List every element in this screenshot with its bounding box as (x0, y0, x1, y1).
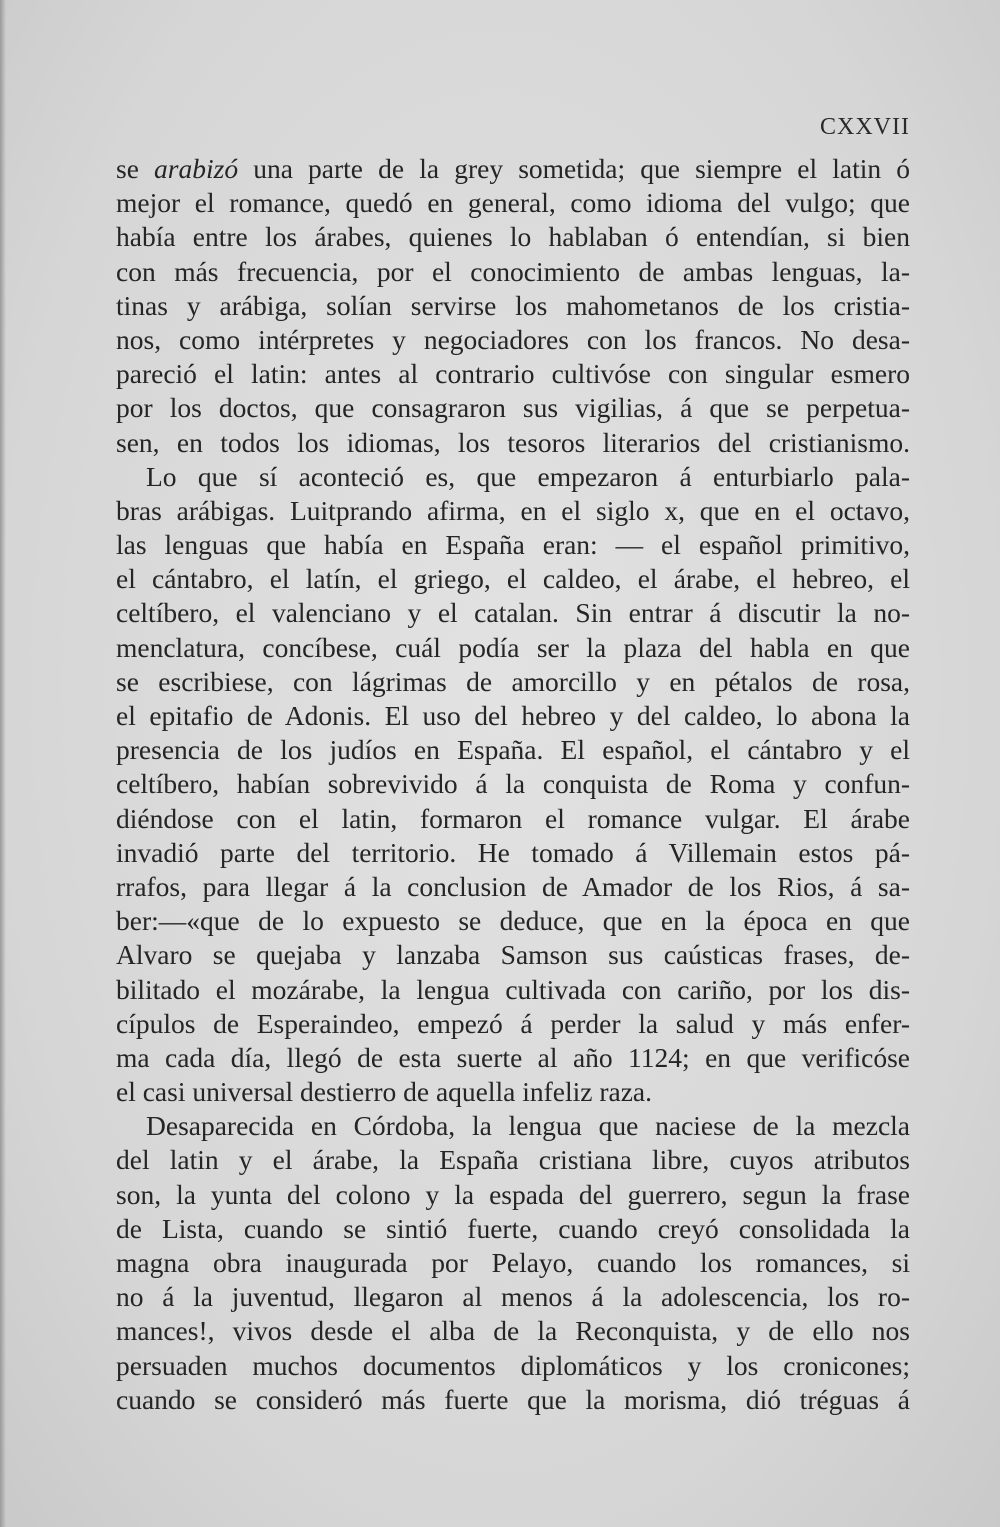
text-line: presencia de los judíos en España. El español, el cántabro y el (116, 734, 910, 766)
text-line: pareció el latin: antes al contrario cultivóse con singular esmero (116, 358, 910, 390)
italic-word: arabizó (154, 153, 239, 184)
text-line: se arabizó una parte de la grey sometida; que siempre el latin ó (116, 153, 910, 184)
text-line: diéndose con el latin, formaron el romance vulgar. El árabe (116, 802, 910, 834)
text-line: del latin y el árabe, la España cristiana libre, cuyos atributos (116, 1144, 910, 1176)
text-line: son, la yunta del colono y la espada del guerrero, segun la frase (116, 1178, 910, 1210)
text-line: con más frecuencia, por el conocimiento de ambas lenguas, la- (116, 255, 910, 287)
text-line: cuando se consideró más fuerte que la morisma, dió tréguas á (116, 1383, 910, 1415)
text-line: mances!, vivos desde el alba de la Reconquista, y de ello nos (116, 1315, 910, 1347)
text-line: tinas y arábiga, solían servirse los mahometanos de los cristia- (116, 289, 910, 321)
text-line: bras arábigas. Luitprando afirma, en el siglo x, que en el octavo, (116, 494, 910, 526)
text-line: se escribiese, con lágrimas de amorcillo y en pétalos de rosa, (116, 665, 910, 697)
text-line: rrafos, para llegar á la conclusion de Amador de los Rios, á sa- (116, 870, 910, 902)
text-line: sen, en todos los idiomas, los tesoros literarios del cristianismo. (116, 426, 910, 458)
text-line: celtíbero, habían sobrevivido á la conquista de Roma y confun- (116, 768, 910, 800)
text-line: Desaparecida en Córdoba, la lengua que naciese de la mezcla (146, 1110, 910, 1142)
text-line: no á la juventud, llegaron al menos á la adolescencia, los ro- (116, 1281, 910, 1313)
page-body-text (116, 152, 910, 1417)
page-number: CXXVII (820, 114, 910, 140)
text-line: mejor el romance, quedó en general, como idioma del vulgo; que (116, 187, 910, 219)
text-line: persuaden muchos documentos diplomáticos y los cronicones; (116, 1349, 910, 1381)
text-line: invadió parte del territorio. He tomado á Villemain estos pá- (116, 836, 910, 868)
text-line: por los doctos, que consagraron sus vigilias, á que se perpetua- (116, 392, 910, 424)
text-line: Lo que sí aconteció es, que empezaron á enturbiarlo pala- (146, 460, 910, 492)
text-line: celtíbero, el valenciano y el catalan. Sin entrar á discutir la no- (116, 597, 910, 629)
page-edge-shadow (0, 0, 6, 1527)
text-line: el casi universal destierro de aquella infeliz raza. (116, 1076, 652, 1108)
text-line: había entre los árabes, quienes lo hablaban ó entendían, si bien (116, 221, 910, 253)
text-line: el cántabro, el latín, el griego, el caldeo, el árabe, el hebreo, el (116, 563, 910, 595)
text-line: el epitafio de Adonis. El uso del hebreo y del caldeo, lo abona la (116, 700, 910, 731)
text-line: cípulos de Esperaindeo, empezó á perder la salud y más enfer- (116, 1007, 910, 1039)
text-line: bilitado el mozárabe, la lengua cultivada con cariño, por los dis- (116, 973, 910, 1005)
text-line: magna obra inaugurada por Pelayo, cuando los romances, si (116, 1247, 910, 1278)
text-line: ma cada día, llegó de esta suerte al año 1124; en que verificóse (116, 1041, 910, 1073)
text-line: las lenguas que había en España eran: — el español primitivo, (116, 529, 910, 561)
text-line: ber:—«que de lo expuesto se deduce, que en la época en que (116, 905, 910, 937)
text-line: menclatura, concíbese, cuál podía ser la plaza del habla en que (116, 631, 910, 663)
text-line: Alvaro se quejaba y lanzaba Samson sus caústicas frases, de- (116, 939, 910, 971)
text-line: nos, como intérpretes y negociadores con los francos. No desa- (116, 323, 910, 355)
text-line: de Lista, cuando se sintió fuerte, cuando creyó consolidada la (116, 1212, 910, 1244)
